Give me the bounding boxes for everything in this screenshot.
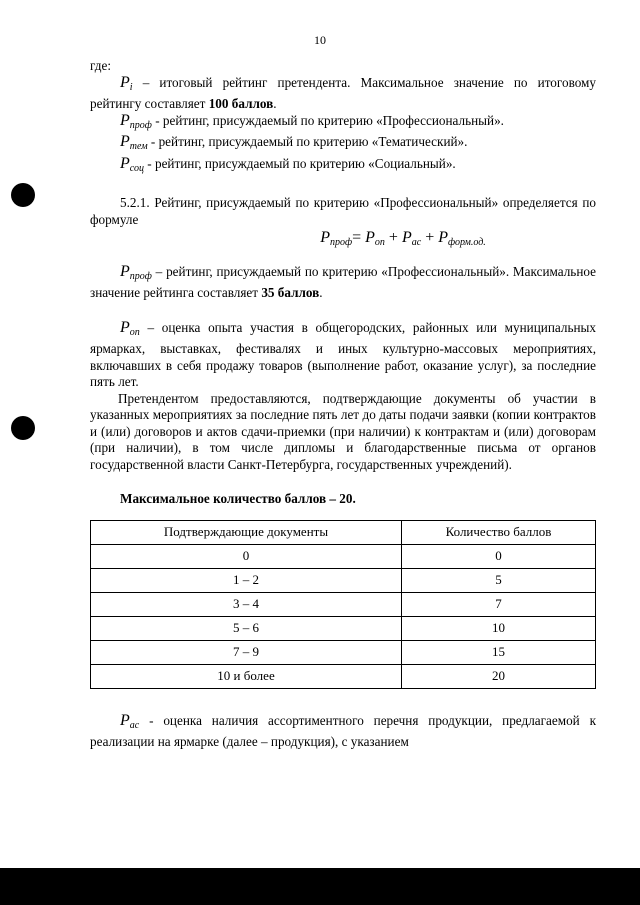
points-table	[90, 520, 596, 689]
definition-pi: $P_i$ – итоговый рейтинг претендента. Максимальное значение по итоговому рейтингу составляет 100 баллов.	[90, 73, 596, 111]
table-header: Количество баллов	[402, 520, 596, 544]
table-cell: 7	[402, 592, 596, 616]
table-cell: 1 – 2	[91, 568, 402, 592]
page-number: 10	[314, 33, 326, 47]
table-header-row	[91, 520, 596, 544]
table-cell: 0	[91, 544, 402, 568]
document-body	[90, 58, 596, 751]
table-row	[91, 616, 596, 640]
table-row	[91, 568, 596, 592]
max-points-heading: Максимальное количество баллов – 20.	[120, 491, 356, 506]
punch-hole-bottom	[11, 416, 35, 440]
table-row	[91, 544, 596, 568]
definition-pop: $P_{оп}$ – оценка опыта участия в общегородских, районных или муниципальных ярмарках, выставках, фестивалях и иных культурно-массовых мероприятиях, включавших в себя продажу товаров (выполнение работ, оказание услуг), за последние пять лет.	[90, 318, 596, 389]
definition-psoc: $P_{соц}$ - рейтинг, присуждаемый по критерию «Социальный».	[120, 154, 456, 174]
table-row	[91, 664, 596, 688]
table-cell: 10 и более	[91, 664, 402, 688]
documents-paragraph: Претендентом предоставляются, подтверждающие документы об участии в указанных мероприятиях за последние пять лет до даты подачи заявки (копии контрактов и (или) договоров и актов сдачи-приемки (при наличии) к контрактам и (или) договорам (при наличии), в том числе дипломы и благодарственные письма от органов государственной власти Санкт-Петербурга, государственных учреждений).	[90, 390, 596, 472]
definition-pprof-max: $P_{проф}$ – рейтинг, присуждаемый по критерию «Профессиональный». Максимальное значение рейтинга составляет 35 баллов.	[90, 262, 596, 300]
formula: $P_{проф}= P_{оп} + P_{ас} + P_{форм.од.}$	[320, 229, 486, 248]
table-header: Подтверждающие документы	[91, 520, 402, 544]
scan-bottom-edge	[0, 868, 640, 905]
definition-pprof: $P_{проф}$ - рейтинг, присуждаемый по критерию «Профессиональный».	[120, 111, 504, 131]
definition-pac: $P_{ас}$ - оценка наличия ассортиментного перечня продукции, предлагаемой к реализации на ярмарке (далее – продукция), с указанием	[90, 711, 596, 749]
table-cell: 20	[402, 664, 596, 688]
section-5-2-1: 5.2.1. Рейтинг, присуждаемый по критерию «Профессиональный» определяется по формуле	[90, 195, 596, 227]
table-cell: 7 – 9	[91, 640, 402, 664]
table-row	[91, 592, 596, 616]
table-cell: 5 – 6	[91, 616, 402, 640]
intro-text: где:	[90, 58, 111, 73]
table-row	[91, 640, 596, 664]
table-cell: 0	[402, 544, 596, 568]
table-cell: 10	[402, 616, 596, 640]
table-cell: 5	[402, 568, 596, 592]
table-cell: 3 – 4	[91, 592, 402, 616]
definition-ptem: $P_{тем}$ - рейтинг, присуждаемый по критерию «Тематический».	[120, 133, 468, 152]
punch-hole-top	[11, 183, 35, 207]
table-cell: 15	[402, 640, 596, 664]
